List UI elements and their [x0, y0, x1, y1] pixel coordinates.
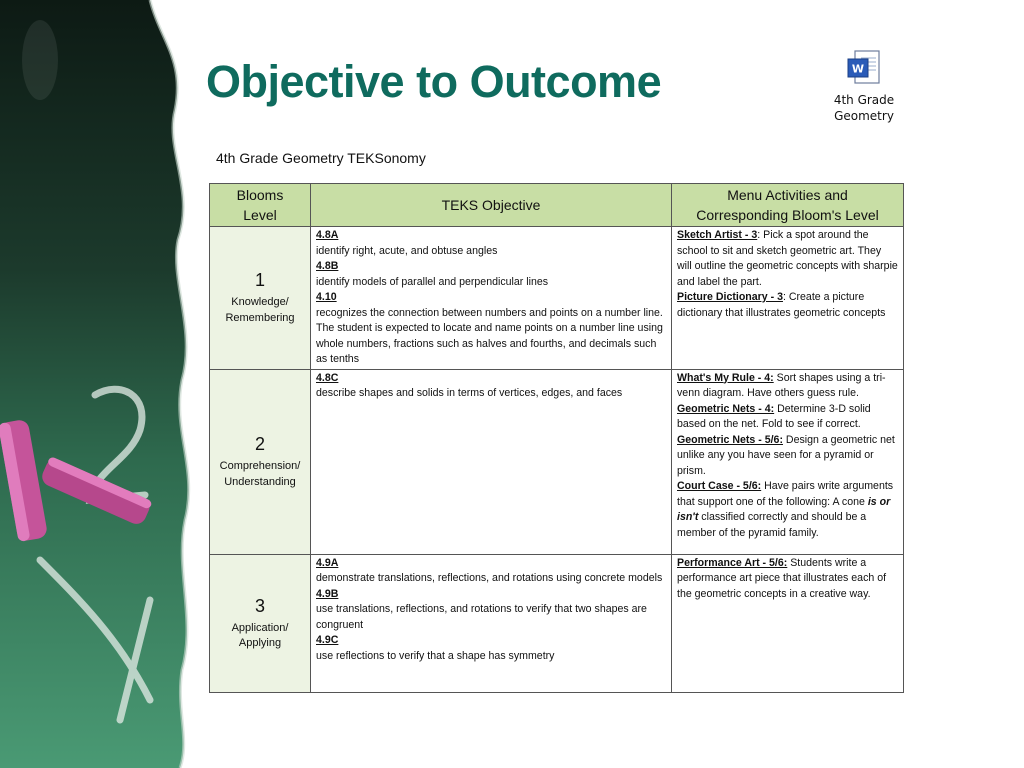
blooms-level-cell [210, 554, 311, 692]
header-teks-objective: TEKS Objective [311, 184, 672, 227]
menu-activity [677, 228, 898, 290]
document-caption-line2: Geometry [834, 109, 894, 123]
activity-text: Students write a performance art piece that illustrates each of the geometric concepts in a creative way. [677, 556, 887, 600]
teks-description: demonstrate translations, reflections, and rotations using concrete models [316, 572, 663, 584]
blooms-level-cell [210, 369, 311, 554]
teks-code: 4.9A [316, 556, 339, 569]
teks-description: describe shapes and solids in terms of vertices, edges, and faces [316, 387, 623, 399]
teks-code: 4.10 [316, 291, 337, 303]
menu-activity [677, 433, 898, 480]
level-name-line1: Knowledge/ [231, 296, 289, 309]
document-caption-line1: 4th Grade [833, 93, 895, 107]
table-row [210, 227, 904, 370]
activity-text: Sort shapes using a tri-venn diagram. Have others guess rule. [677, 371, 886, 399]
header-blooms-line1: Blooms [236, 187, 284, 203]
activity-text: Determine 3-D solid based on the net. Fold to see if correct. [677, 402, 871, 430]
activity-text: : Pick a spot around the school to sit and sketch geometric art. They will outline the geometric concepts with sharpie and label the part. [677, 229, 898, 288]
activity-emphasis: is or isn't [677, 495, 891, 523]
teks-objective-cell [311, 369, 672, 554]
teks-objective-cell [311, 554, 672, 692]
chalkboard-illustration [0, 0, 200, 768]
teks-objective-cell [311, 227, 672, 370]
level-name-line2: Understanding [224, 475, 296, 488]
activity-text: : Create a picture dictionary that illustrates geometric concepts [677, 291, 886, 319]
teks-code: 4.8C [316, 371, 339, 384]
activity-title: Picture Dictionary - 3 [677, 291, 783, 303]
activity-text: Have pairs write arguments that support one of the following: A cone [677, 480, 894, 508]
header-menu-line2: Corresponding Bloom's Level [696, 207, 879, 223]
teks-description: identify right, acute, and obtuse angles [316, 244, 498, 257]
menu-activity [677, 290, 898, 321]
level-number: 1 [254, 270, 265, 291]
teks-code: 4.8A [316, 229, 339, 241]
menu-activity [677, 479, 898, 541]
menu-activities-cell [672, 227, 904, 370]
level-name-line2: Remembering [225, 311, 295, 324]
chalkboard-decoration [0, 0, 200, 768]
table-header-row [210, 184, 904, 227]
svg-text:W: W [851, 62, 865, 76]
word-document-icon [847, 50, 881, 86]
level-number: 3 [254, 595, 265, 616]
header-blooms-level [210, 184, 311, 227]
table-subtitle: 4th Grade Geometry TEKSonomy [216, 150, 426, 166]
page-title: Objective to Outcome [206, 56, 662, 107]
header-menu-line1: Menu Activities and [727, 187, 848, 203]
teks-description: recognizes the connection between numbers and points on a number line. The student is expected to locate and name points on a number line using whole numbers, fractions such as halves and fourths, and decimals such as tenths [316, 306, 663, 365]
level-name-line2: Applying [238, 637, 282, 649]
level-number: 2 [254, 434, 265, 454]
activity-title: What's My Rule - 4: [677, 371, 774, 384]
teks-code: 4.8B [316, 260, 339, 272]
blooms-level-cell [210, 227, 311, 370]
menu-activity [677, 556, 898, 603]
activity-text-after: classified correctly and should be a member of the pyramid family. [677, 511, 867, 539]
table-row [210, 369, 904, 554]
level-name-line1: Application/ [231, 621, 289, 634]
teks-code: 4.9C [316, 634, 339, 646]
teksonomy-table [209, 183, 904, 693]
level-name-line1: Comprehension/ [219, 460, 301, 472]
menu-activities-cell [672, 554, 904, 692]
teks-description: identify models of parallel and perpendicular lines [316, 275, 549, 288]
menu-activities-cell [672, 369, 904, 554]
table-row [210, 554, 904, 692]
header-blooms-line2: Level [243, 207, 277, 223]
word-document-link[interactable] [818, 50, 910, 124]
activity-title: Geometric Nets - 5/6: [677, 433, 783, 446]
activity-title: Performance Art - 5/6: [677, 556, 788, 569]
teks-description: use translations, reflections, and rotations to verify that two shapes are congruent [316, 603, 647, 631]
activity-text: Design a geometric net unlike any you have seen for a pyramid or prism. [677, 433, 895, 477]
teks-description: use reflections to verify that a shape has symmetry [316, 649, 555, 662]
menu-activity [677, 371, 898, 402]
teks-code: 4.9B [316, 587, 339, 600]
activity-title: Sketch Artist - 3 [677, 229, 758, 241]
header-menu-activities [672, 184, 904, 227]
activity-title: Court Case - 5/6: [677, 480, 762, 492]
activity-title: Geometric Nets - 4: [677, 402, 775, 415]
menu-activity [677, 402, 898, 433]
